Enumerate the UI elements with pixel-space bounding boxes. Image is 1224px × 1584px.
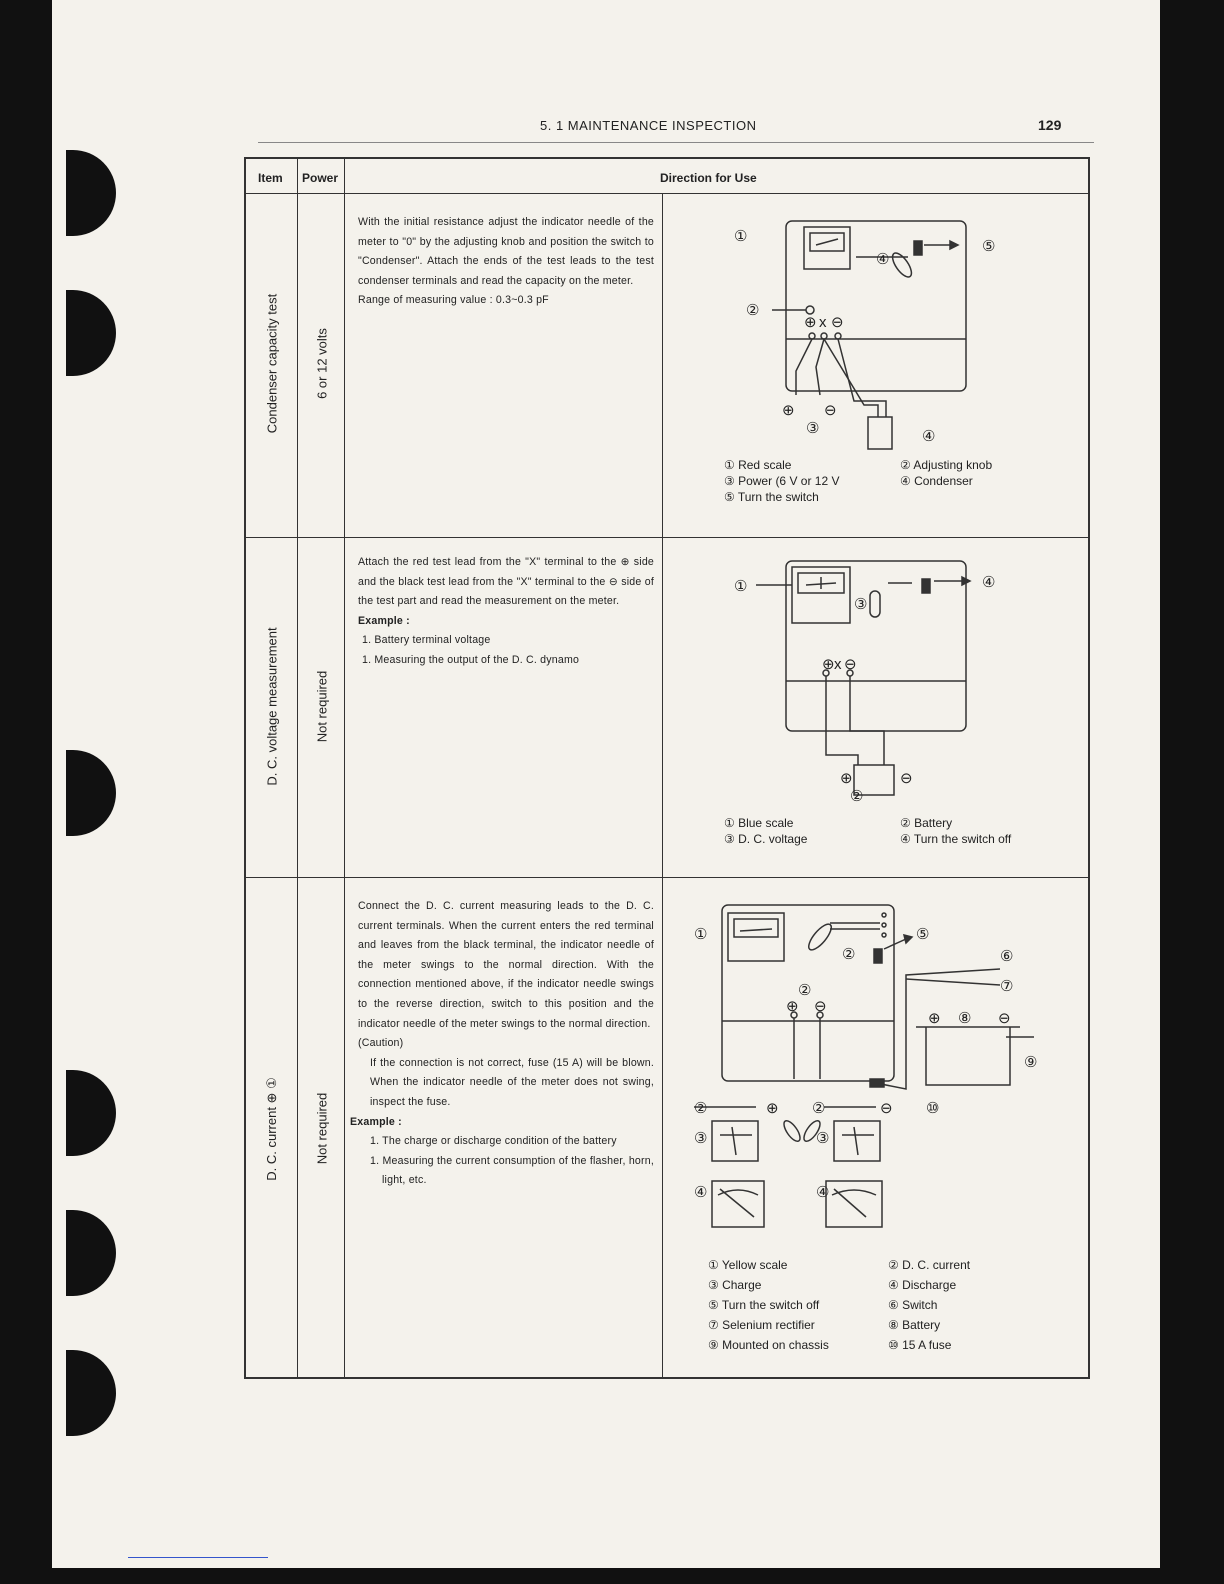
label-10: ⑩ — [926, 1100, 940, 1117]
label-2: ② — [850, 788, 864, 805]
minus-sign: ⊖ — [844, 656, 857, 673]
label-1: ① — [694, 926, 708, 943]
row1-legend — [724, 457, 1064, 505]
label-3: ③ — [854, 596, 868, 613]
row2-paragraph: Attach the red test lead from the "X" terminal to the ⊕ side and the black test lead from the "X" terminal to the ⊖ side of the test part and read the measurement on the meter. — [358, 556, 654, 608]
col-header-direction: Direction for Use — [660, 171, 757, 185]
fuse — [870, 1079, 884, 1087]
plus-terminal — [809, 333, 815, 339]
charge-meter-b — [834, 1121, 880, 1161]
legend-item: ① Red scale — [724, 458, 792, 472]
knob-left — [781, 1118, 803, 1143]
punch-hole — [66, 1070, 116, 1156]
label-2: ② — [746, 302, 760, 319]
legend-item: ④ Condenser — [900, 474, 973, 488]
punch-hole — [66, 1350, 116, 1436]
label-8: ⑧ — [958, 1010, 972, 1027]
test-lead — [838, 339, 886, 417]
label-4b: ④ — [816, 1184, 830, 1201]
legend-item: ③ Power (6 V or 12 V — [724, 474, 840, 488]
legend-item: ② Adjusting knob — [900, 458, 993, 472]
arrow-head — [904, 935, 912, 943]
x-terminal — [821, 333, 827, 339]
switch-knob — [874, 949, 882, 963]
row3-example-label: Example : — [350, 1115, 402, 1128]
row1-item: Condenser capacity test — [264, 293, 280, 434]
row3-legend — [708, 1255, 1048, 1355]
header-rule — [258, 142, 1094, 143]
charge-meter-a — [712, 1121, 758, 1161]
legend-item: ② D. C. current — [888, 1258, 971, 1272]
meter-window — [792, 567, 850, 623]
switch-dot — [882, 913, 886, 917]
bottom-link-line — [128, 1557, 268, 1558]
label-3: ③ — [694, 1130, 708, 1147]
label-5: ⑤ — [982, 238, 996, 255]
punch-hole — [66, 290, 116, 376]
label-2c: ② — [694, 1100, 708, 1117]
col-header-item: Item — [258, 171, 283, 185]
row1-paragraph: With the initial resistance adjust the indicator needle of the meter to "0" by the adjusting knob and position the switch to "Condenser". Attach the ends of the test leads to the test condenser terminals and read the capacity on the meter. — [358, 216, 654, 287]
label-4: ④ — [982, 574, 996, 591]
minus-sign: ⊖ — [998, 1010, 1011, 1027]
dc-current-diagram — [694, 899, 1054, 1249]
plus-sign: ⊕ — [766, 1100, 779, 1117]
minus-sign: ⊖ — [900, 770, 913, 787]
inspection-table — [244, 157, 1090, 1379]
label-4: ④ — [694, 1184, 708, 1201]
legend-item: ④ Turn the switch off — [900, 832, 1012, 846]
switch-dot — [882, 923, 886, 927]
row-divider — [246, 537, 1088, 538]
minus-sign: ⊖ — [824, 402, 837, 419]
row2-legend — [724, 815, 1064, 847]
col-header-power: Power — [302, 171, 339, 185]
label-3: ③ — [806, 420, 820, 437]
row2-power: Not required — [314, 670, 330, 743]
label-1: ① — [734, 578, 748, 595]
dc-voltage-diagram — [726, 555, 1046, 805]
row-divider — [246, 877, 1088, 878]
label-4: ④ — [876, 251, 890, 268]
row3-caution: If the connection is not correct, fuse (15 A) will be blown. When the indicator needle of the meter does not swing, inspect the fuse. — [370, 1056, 654, 1108]
needle — [834, 1189, 866, 1217]
legend-item: ⑤ Turn the switch — [724, 490, 819, 504]
label-2d: ② — [812, 1100, 826, 1117]
x-sign: x — [834, 656, 842, 673]
adjust-knob — [889, 250, 915, 280]
label-1: ① — [734, 228, 748, 245]
knob-terminal — [806, 306, 814, 314]
switch-knob — [922, 579, 930, 593]
legend-item: ⑨ Mounted on chassis — [708, 1338, 829, 1352]
plus-sign: ⊕ — [804, 314, 817, 331]
row2-example: 1. Battery terminal voltage — [362, 634, 491, 647]
col-divider — [662, 193, 663, 1377]
meter-needle — [740, 929, 772, 931]
range-knob — [870, 591, 880, 617]
col-divider — [297, 159, 298, 1377]
label-5: ⑤ — [916, 926, 930, 943]
page-number: 129 — [1038, 117, 1062, 133]
label-3b: ③ — [816, 1130, 830, 1147]
switch-knob — [914, 241, 922, 255]
row3-paragraph: Connect the D. C. current measuring leads to the D. C. current terminals. When the current enters the red terminal and leaves from the black terminal, the indicator needle of the meter swings to the normal direction. With the connection mentioned above, if the indicator needle swings to the reverse direction, switch to this position and the indicator needle of the meter swings to the normal direction. — [358, 900, 654, 1030]
plus-sign: ⊕ — [782, 402, 795, 419]
meter-scale — [734, 919, 778, 937]
needle — [732, 1127, 736, 1155]
meter-needle — [816, 239, 838, 245]
arrow-head — [950, 241, 958, 249]
test-lead — [796, 339, 812, 395]
row3-caution-label: (Caution) — [358, 1037, 404, 1050]
test-lead — [826, 676, 858, 765]
arrow-head — [962, 577, 970, 585]
header-divider — [246, 193, 1088, 194]
legend-item: ① Yellow scale — [708, 1258, 788, 1272]
label-2b: ② — [798, 982, 812, 999]
meter-body — [786, 561, 966, 731]
legend-item: ⑥ Switch — [888, 1298, 938, 1312]
row3-example: 1. The charge or discharge condition of the battery — [370, 1135, 617, 1148]
punch-hole — [66, 1210, 116, 1296]
punch-hole — [66, 150, 116, 236]
label-4b: ④ — [922, 428, 936, 445]
needle — [854, 1127, 858, 1155]
condenser-test-diagram — [726, 211, 1046, 461]
row2-example-label: Example : — [358, 614, 410, 627]
test-lead — [816, 339, 824, 395]
legend-item: ⑧ Battery — [888, 1318, 941, 1332]
row3-item: D. C. current ⊕ ① — [264, 1077, 279, 1181]
plus-sign: ⊕ — [928, 1010, 941, 1027]
range-knob — [805, 921, 835, 953]
row3-power: Not required — [314, 1092, 330, 1165]
label-6: ⑥ — [1000, 948, 1014, 965]
battery-part — [926, 1027, 1010, 1085]
label-7: ⑦ — [1000, 978, 1014, 995]
meter-body — [786, 221, 966, 391]
test-lead — [850, 676, 884, 765]
section-header: 5. 1 MAINTENANCE INSPECTION — [540, 118, 757, 133]
legend-item: ⑦ Selenium rectifier — [708, 1318, 815, 1332]
legend-item: ③ Charge — [708, 1278, 762, 1292]
legend-item: ① Blue scale — [724, 816, 794, 830]
minus-sign: ⊖ — [831, 314, 844, 331]
x-sign: x — [819, 314, 827, 331]
row1-direction-text — [358, 213, 654, 311]
row1-power: 6 or 12 volts — [314, 328, 330, 399]
rectifier-wire — [906, 979, 1000, 985]
discharge-meter-b — [826, 1181, 882, 1227]
row3-direction-text — [350, 897, 654, 1191]
needle — [720, 1189, 754, 1217]
row2-example: 1. Measuring the output of the D. C. dynamo — [362, 653, 580, 666]
arrow-line — [884, 939, 906, 949]
label-9: ⑨ — [1024, 1054, 1038, 1071]
legend-item: ③ D. C. voltage — [724, 832, 808, 846]
plus-sign: ⊕ — [822, 656, 835, 673]
switch-dot — [882, 933, 886, 937]
row1-range: Range of measuring value : 0.3~0.3 pF — [358, 294, 549, 307]
legend-item: ④ Discharge — [888, 1278, 957, 1292]
plus-sign: ⊕ — [786, 998, 799, 1015]
punch-hole — [66, 750, 116, 836]
label-2: ② — [842, 946, 856, 963]
legend-item: ② Battery — [900, 816, 953, 830]
minus-sign: ⊖ — [814, 998, 827, 1015]
col-divider — [344, 159, 345, 1377]
condenser-part — [868, 417, 892, 449]
legend-item: ⑩ 15 A fuse — [888, 1338, 952, 1352]
legend-item: ⑤ Turn the switch off — [708, 1298, 820, 1312]
row2-item: D. C. voltage measurement — [264, 627, 280, 786]
row2-direction-text — [358, 553, 654, 671]
plus-sign: ⊕ — [840, 770, 853, 787]
row3-example: 1. Measuring the current consumption of the flasher, horn, light, etc. — [370, 1154, 654, 1187]
minus-sign: ⊖ — [880, 1100, 893, 1117]
minus-terminal — [835, 333, 841, 339]
